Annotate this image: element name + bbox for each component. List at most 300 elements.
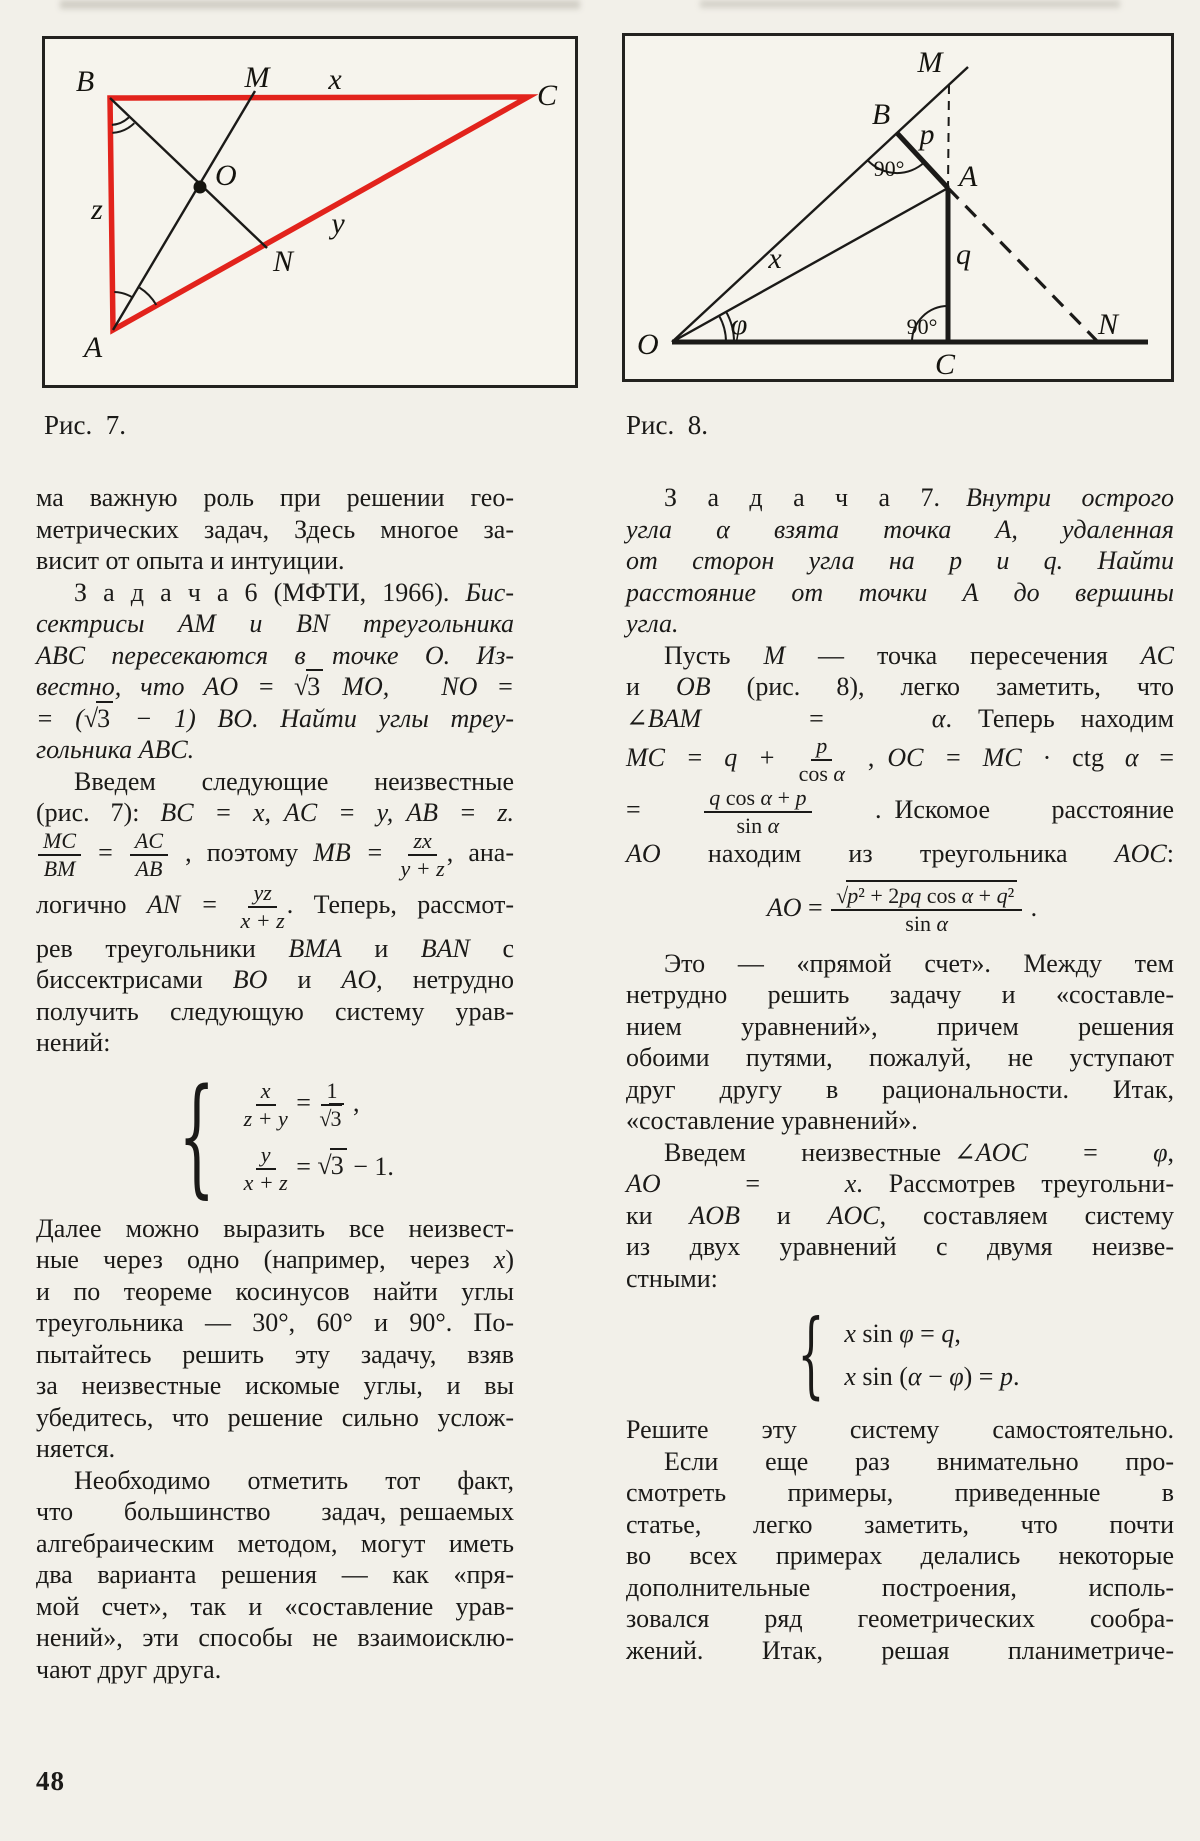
text-line xyxy=(626,1011,1174,1043)
italic-text: AC xyxy=(1140,640,1174,670)
italic-text: AC = y, xyxy=(284,798,394,827)
italic-text: x xyxy=(260,1077,271,1103)
text-line xyxy=(626,671,1174,703)
text: = xyxy=(626,794,703,824)
fig8-label-q: q xyxy=(956,238,971,271)
left-text-column xyxy=(36,482,514,1685)
text: = xyxy=(289,1087,318,1117)
text: · ctg xyxy=(1021,742,1125,772)
text: cos xyxy=(921,882,962,908)
text: = xyxy=(1138,742,1175,772)
text-line xyxy=(626,1042,1174,1074)
italic-text: угла. xyxy=(626,609,679,638)
text-line xyxy=(626,1231,1174,1263)
text: , поэтому xyxy=(170,837,314,867)
text-line xyxy=(626,577,1174,609)
text: = xyxy=(660,1169,845,1198)
text: и по теореме косинусов найти углы xyxy=(36,1276,514,1306)
figure-8-caption: Рис. 8. xyxy=(626,410,708,440)
fig8-label-M: M xyxy=(917,46,943,79)
italic-text: x xyxy=(844,1169,857,1198)
italic-text: x + z xyxy=(240,907,285,933)
text: . Теперь находим xyxy=(945,703,1174,733)
text-line xyxy=(36,703,514,735)
text xyxy=(271,798,284,827)
text: 3 xyxy=(307,672,321,701)
italic-text: расстояние от точки A до вершины xyxy=(626,577,1174,607)
text: = xyxy=(913,1318,942,1348)
fig8-label-x: x xyxy=(768,242,782,275)
italic-text: MO, xyxy=(323,672,390,701)
text: = xyxy=(1027,1137,1154,1167)
fig7-label-y: y xyxy=(331,207,345,240)
text: 1 xyxy=(326,1077,338,1103)
fig7-angle-arc-A2 xyxy=(140,288,157,305)
fig8-label-N: N xyxy=(1097,308,1119,341)
italic-text: α xyxy=(760,785,773,810)
text: за неизвестные искомые углы, и вы xyxy=(36,1371,514,1400)
text: пытайтесь решить эту задачу, взяв xyxy=(36,1339,514,1369)
fig7-label-N: N xyxy=(272,245,294,278)
italic-text: BC = x, xyxy=(160,798,271,827)
fig8-label-O: O xyxy=(637,328,659,361)
text-line xyxy=(626,1603,1174,1635)
text: = xyxy=(289,1151,318,1181)
text-line xyxy=(36,1465,514,1497)
text: Решите эту систему самостоятельно. xyxy=(626,1415,1174,1444)
italic-text: x + z xyxy=(243,1169,288,1195)
text-line xyxy=(626,545,1174,577)
text: мой счет», так и «составление урав- xyxy=(36,1591,514,1621)
text-line xyxy=(626,838,1174,870)
text: жений. Итак, решая планиметриче- xyxy=(626,1635,1174,1665)
fraction xyxy=(317,1079,346,1131)
text: висит от опыта и интуиции. xyxy=(36,546,345,575)
text-line xyxy=(626,1540,1174,1572)
text: статье, легко заметить, что почти xyxy=(626,1509,1174,1539)
italic-text: от сторон угла на p и q. Найти xyxy=(626,546,1174,575)
fig8-label-A: A xyxy=(959,160,978,193)
text: дополнительные построения, исполь- xyxy=(626,1572,1174,1602)
text-line xyxy=(36,1307,514,1339)
italic-text: α xyxy=(767,813,780,838)
text-line xyxy=(36,1433,514,1465)
italic-text: α xyxy=(833,761,845,786)
italic-text: p xyxy=(816,733,828,758)
text: убедитесь, что решение сильно услож- xyxy=(36,1402,514,1432)
fraction xyxy=(702,786,813,838)
text-line xyxy=(36,1244,514,1276)
system-brace: { xyxy=(796,1300,824,1409)
text xyxy=(389,672,441,701)
text: нием уравнений», причем решения xyxy=(626,1011,1174,1041)
text-line xyxy=(36,797,514,829)
italic-text: NO = xyxy=(441,672,514,701)
italic-text: α xyxy=(1124,742,1139,772)
text-line xyxy=(36,734,514,766)
italic-text: x xyxy=(844,1318,856,1348)
italic-text: MC xyxy=(43,827,76,853)
equation-row xyxy=(767,884,1037,936)
text: ² + 2 xyxy=(858,882,900,908)
text: . Рассмотрев треугольни- xyxy=(856,1169,1174,1198)
fig8-label-phi: φ xyxy=(730,308,748,341)
text-line xyxy=(626,1635,1174,1667)
figure-7-drawing xyxy=(45,39,575,385)
text: алгебраическим методом, могут иметь xyxy=(36,1528,514,1558)
italic-text: гольника ABC. xyxy=(36,735,195,764)
italic-text: сектрисы AM и BN треугольника xyxy=(36,609,514,638)
fig8-label-90-B: 90° xyxy=(873,156,905,181)
text xyxy=(393,798,406,827)
italic-text: z + y xyxy=(243,1105,288,1131)
text-line xyxy=(36,996,514,1028)
text: sin xyxy=(736,813,768,838)
text: Введем неизвестные ∠ xyxy=(664,1137,976,1167)
fraction xyxy=(797,734,847,786)
text-line xyxy=(626,608,1174,640)
figure-7-caption: Рис. 7. xyxy=(44,410,126,440)
text: биссектрисами xyxy=(36,965,233,994)
text: , xyxy=(346,1087,360,1117)
fig7-bisector-AM xyxy=(113,91,255,330)
text-line xyxy=(626,1168,1174,1200)
fig7-point-O xyxy=(194,181,207,194)
equation-system xyxy=(36,1061,514,1211)
fraction xyxy=(36,829,83,881)
text-line xyxy=(626,948,1174,980)
text: . Искомое расстояние xyxy=(813,794,1174,824)
text: Пусть xyxy=(664,640,764,670)
text-line xyxy=(36,829,514,881)
text-line xyxy=(626,1446,1174,1478)
italic-text: q xyxy=(996,882,1008,908)
text: получить следующую систему урав- xyxy=(36,996,514,1026)
text-line xyxy=(626,1137,1174,1169)
text-line xyxy=(626,1414,1174,1446)
text: ) = xyxy=(963,1362,1000,1391)
text: , ана- xyxy=(446,837,514,867)
text-line xyxy=(36,1339,514,1371)
figure-8-box xyxy=(622,33,1174,382)
fig7-bisector-BN xyxy=(110,98,267,248)
italic-text: q xyxy=(709,785,721,810)
fig8-phi-arc-2 xyxy=(719,316,726,342)
fraction xyxy=(242,1079,290,1131)
italic-text: вестно, что AO = xyxy=(36,672,294,701)
fig8-label-90-C: 90° xyxy=(906,314,938,339)
text: нений: xyxy=(36,1028,111,1057)
text-line xyxy=(36,1276,514,1308)
text: , составляем систему xyxy=(879,1200,1174,1230)
text-line xyxy=(36,671,514,703)
text-line xyxy=(626,1477,1174,1509)
fig7-label-x: x xyxy=(328,63,342,96)
italic-text: M xyxy=(763,640,786,670)
text: логично xyxy=(36,889,147,919)
text: во всех примерах делались некоторые xyxy=(626,1541,1174,1570)
italic-text: α xyxy=(961,882,974,908)
italic-text: AOC xyxy=(975,1137,1028,1167)
text-line xyxy=(626,1105,1174,1137)
text-line xyxy=(36,964,514,996)
text: няется. xyxy=(36,1434,116,1463)
text: из двух уравнений с двумя неизве- xyxy=(626,1232,1174,1261)
text-line xyxy=(36,577,514,609)
system-brace: { xyxy=(178,1061,216,1211)
text-line xyxy=(36,640,514,672)
italic-text: Внутри острого xyxy=(966,483,1174,512)
text-line xyxy=(36,1528,514,1560)
text: ки xyxy=(626,1200,690,1230)
text: sin ( xyxy=(855,1362,908,1391)
text: Это — «прямой счет». Между тем xyxy=(664,948,1174,978)
text-line xyxy=(36,1654,514,1686)
italic-text: BO xyxy=(232,965,268,994)
italic-text: φ xyxy=(899,1318,914,1348)
text: ма важную роль при решении гео- xyxy=(36,483,514,512)
text: находим из треугольника xyxy=(660,839,1115,868)
text: обоими путями, пожалуй, не уступают xyxy=(626,1043,1174,1072)
italic-text: α xyxy=(936,910,949,936)
italic-text: φ xyxy=(949,1362,964,1391)
fraction xyxy=(128,829,170,881)
text: . xyxy=(1012,1362,1020,1391)
text-line xyxy=(626,1263,1174,1295)
fig7-label-B: B xyxy=(75,65,95,98)
fig8-label-B: B xyxy=(871,98,891,131)
italic-text: AB = z. xyxy=(406,798,514,827)
text: , xyxy=(954,1318,961,1348)
italic-text: BAN xyxy=(420,933,470,963)
italic-text: AO xyxy=(766,892,802,922)
text-line xyxy=(626,786,1174,838)
text-line xyxy=(626,979,1174,1011)
page-number: 48 xyxy=(36,1766,65,1796)
italic-text: q xyxy=(941,1318,955,1348)
italic-text: y xyxy=(260,1141,271,1167)
text: зовался ряд геометрических сообра- xyxy=(626,1604,1174,1633)
scan-artifact xyxy=(60,0,580,9)
text: sin xyxy=(855,1318,900,1348)
italic-text: = ( xyxy=(36,703,84,733)
square-root: √3 xyxy=(317,1151,346,1180)
text-line xyxy=(626,734,1174,786)
text: cos xyxy=(720,785,761,810)
fig8-label-p: p xyxy=(919,118,935,151)
italic-text: OB xyxy=(675,672,711,701)
fig7-triangle-ABC xyxy=(110,97,528,330)
italic-text: α xyxy=(931,703,946,733)
text: + xyxy=(772,785,796,810)
italic-text: MC = q + xyxy=(626,742,797,772)
text: cos xyxy=(798,761,834,786)
square-root: √3 xyxy=(294,672,323,701)
text-line xyxy=(626,482,1174,514)
italic-text: AOC xyxy=(827,1200,880,1230)
italic-text: − 1) BO. Найти углы треу- xyxy=(113,703,514,733)
italic-text: AOB xyxy=(689,1200,740,1230)
equation-row xyxy=(242,1143,394,1195)
text: = xyxy=(801,892,830,922)
text: нений», эти способы не взаимоисклю- xyxy=(36,1623,514,1652)
text: стными: xyxy=(626,1263,718,1293)
italic-text: φ xyxy=(1153,1137,1168,1167)
text: sin xyxy=(905,910,937,936)
text: (рис. 8), легко заметить, что xyxy=(710,672,1175,701)
italic-text: y + z xyxy=(400,855,445,881)
text-line xyxy=(36,1370,514,1402)
text: с xyxy=(469,933,514,963)
fig8-dashed-MA xyxy=(948,85,949,188)
italic-text: p xyxy=(999,1362,1013,1391)
right-text-column xyxy=(626,482,1174,1666)
text: 3 xyxy=(330,1151,344,1181)
text: З а д а ч а 7. xyxy=(664,483,967,512)
figure-7-box xyxy=(42,36,578,388)
italic-text: yz xyxy=(253,879,272,905)
text: Далее можно выразить все неизвест- xyxy=(36,1213,514,1243)
display-equation xyxy=(626,884,1174,936)
fraction xyxy=(242,1143,290,1195)
equation-row xyxy=(242,1079,394,1131)
text: − xyxy=(921,1362,950,1391)
fig7-label-z: z xyxy=(91,193,103,226)
fig7-angle-arc-B1 xyxy=(112,117,129,125)
italic-text: p xyxy=(847,882,859,908)
text: и xyxy=(267,965,342,994)
fraction xyxy=(399,829,447,881)
fig8-label-C: C xyxy=(934,348,956,379)
text: З а д а ч а 6 (МФТИ, 1966). xyxy=(74,577,466,607)
text-line xyxy=(36,482,514,514)
text-line xyxy=(36,881,514,933)
fraction xyxy=(829,884,1024,936)
italic-text: AO xyxy=(626,1169,661,1198)
text: «составление уравнений». xyxy=(626,1106,918,1135)
text: ² xyxy=(1007,882,1015,908)
equation-row xyxy=(844,1318,1019,1350)
text-line xyxy=(626,1200,1174,1232)
text: Введем следующие неизвестные xyxy=(74,766,514,796)
text: и xyxy=(626,672,676,701)
figure-8-drawing xyxy=(625,36,1171,379)
italic-text: AB xyxy=(135,855,163,881)
scan-artifact xyxy=(700,0,1120,8)
text: − 1. xyxy=(346,1151,394,1181)
text: Необходимо отметить тот факт, xyxy=(74,1465,514,1495)
text-line xyxy=(36,514,514,546)
text: что большинство задач, решаемых xyxy=(36,1497,514,1526)
fig7-label-C: C xyxy=(537,79,558,112)
italic-text: zx xyxy=(413,827,432,853)
text: = xyxy=(701,703,932,733)
text-line xyxy=(36,1027,514,1059)
text: и xyxy=(739,1200,828,1230)
equation-system xyxy=(626,1300,1174,1409)
text: = xyxy=(83,837,128,867)
square-root: √3 xyxy=(84,704,113,733)
text: , xyxy=(846,742,888,772)
italic-text: x xyxy=(844,1362,856,1391)
text-line xyxy=(36,1402,514,1434)
text: , нетрудно xyxy=(376,965,514,994)
text: метрических задач, Здесь многое за- xyxy=(36,514,514,544)
italic-text: AOC xyxy=(1114,839,1167,868)
italic-text: AN = xyxy=(146,889,239,919)
text-line xyxy=(36,608,514,640)
text-line xyxy=(36,1591,514,1623)
text: и xyxy=(341,933,421,963)
italic-text: Бис- xyxy=(465,577,514,607)
text: ∠ xyxy=(626,703,648,733)
equation-row xyxy=(844,1361,1019,1393)
text-line xyxy=(626,1074,1174,1106)
text: 3 xyxy=(330,1105,342,1131)
fig8-ray-OM xyxy=(672,67,968,342)
italic-text: BAM xyxy=(647,703,702,733)
text: ные через одно (например, через xyxy=(36,1245,494,1274)
italic-text: AO xyxy=(341,965,377,994)
square-root: √p² + 2pq cos α + q² xyxy=(836,883,1017,908)
text-line xyxy=(36,1622,514,1654)
text-line xyxy=(36,766,514,798)
italic-text: AC xyxy=(134,827,164,853)
text-line xyxy=(36,545,514,577)
italic-text: OC = MC xyxy=(887,742,1022,772)
text: + xyxy=(973,882,997,908)
text: (рис. 7): xyxy=(36,798,161,827)
italic-text: AO xyxy=(626,839,661,868)
italic-text: угла α взята точка A, удаленная xyxy=(626,514,1174,544)
text-line xyxy=(36,1559,514,1591)
text: друг другу в рациональности. Итак, xyxy=(626,1074,1174,1104)
square-root: √3 xyxy=(319,1106,344,1131)
fig7-label-A: A xyxy=(83,331,103,364)
text: ) xyxy=(505,1245,514,1274)
text: — точка пересечения xyxy=(785,640,1141,670)
italic-text: BM xyxy=(43,855,76,881)
fig7-label-O: O xyxy=(215,159,237,192)
text-line xyxy=(626,514,1174,546)
text: , xyxy=(1167,1137,1174,1167)
italic-text: MB = xyxy=(313,837,399,867)
italic-text: pq xyxy=(899,882,922,908)
text-line xyxy=(626,1509,1174,1541)
fig7-label-M: M xyxy=(244,61,270,94)
text: . Теперь, рассмот- xyxy=(286,889,514,919)
italic-text: α xyxy=(907,1362,922,1391)
italic-text: ABC пересекаются в точке O. Из- xyxy=(36,640,514,670)
text: Если еще раз внимательно про- xyxy=(664,1446,1174,1476)
fig7-angle-arc-A1 xyxy=(114,292,132,297)
text: смотреть примеры, приведенные в xyxy=(626,1478,1174,1507)
text: два варианта решения — как «пря- xyxy=(36,1560,514,1589)
text-line xyxy=(626,703,1174,735)
text-line xyxy=(36,933,514,965)
text: рев треугольники xyxy=(36,933,289,963)
text: треугольника — 30°, 60° и 90°. По- xyxy=(36,1308,514,1337)
text-line xyxy=(626,1572,1174,1604)
text: . xyxy=(1024,892,1038,922)
fraction xyxy=(239,881,287,933)
text-line xyxy=(626,640,1174,672)
italic-text: x xyxy=(493,1245,506,1274)
italic-text: p xyxy=(795,785,807,810)
text: : xyxy=(1166,839,1174,868)
text: нетрудно решить задачу и «составле- xyxy=(626,980,1174,1009)
text-line xyxy=(36,1213,514,1245)
